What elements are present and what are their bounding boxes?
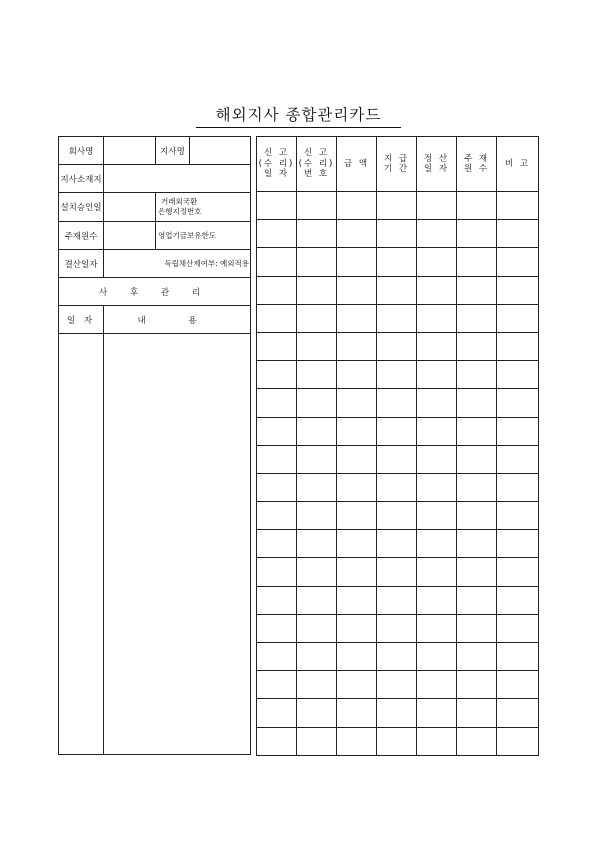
column-header-5-line-1: 원 수 (463, 164, 490, 174)
table-cell (297, 727, 337, 755)
table-cell (417, 417, 457, 445)
table-row (257, 220, 539, 248)
table-cell (257, 445, 297, 473)
table-cell (377, 276, 417, 304)
table-cell (417, 445, 457, 473)
table-row (257, 332, 539, 360)
table-cell (297, 276, 337, 304)
table-cell (457, 473, 497, 501)
table-cell (457, 389, 497, 417)
table-cell (457, 248, 497, 276)
table-cell (417, 192, 457, 220)
table-cell (297, 445, 337, 473)
table-cell (337, 530, 377, 558)
table-row (257, 558, 539, 586)
column-header-5 (457, 137, 497, 192)
table-cell (417, 558, 457, 586)
fund-limit-label: 영업기금보유한도 (156, 222, 251, 250)
table-cell (257, 699, 297, 727)
table-cell (457, 361, 497, 389)
fx-bank-label-line2: 은행지정번호 (158, 207, 202, 216)
table-cell (497, 727, 539, 755)
table-cell (417, 502, 457, 530)
table-row (257, 614, 539, 642)
table-cell (457, 727, 497, 755)
table-cell (257, 558, 297, 586)
table-cell (457, 192, 497, 220)
table-row (257, 727, 539, 755)
table-cell (417, 473, 457, 501)
table-cell (497, 248, 539, 276)
table-cell (457, 614, 497, 642)
table-cell (297, 699, 337, 727)
table-cell (497, 699, 539, 727)
table-cell (497, 332, 539, 360)
table-cell (297, 671, 337, 699)
table-cell (417, 332, 457, 360)
table-cell (297, 473, 337, 501)
table-cell (457, 332, 497, 360)
table-cell (257, 361, 297, 389)
table-cell (297, 586, 337, 614)
column-header-3-line-0: 지 급 (383, 153, 410, 164)
table-cell (257, 304, 297, 332)
table-cell (377, 558, 417, 586)
table-cell (417, 586, 457, 614)
table-row (257, 473, 539, 501)
table-cell (337, 586, 377, 614)
table-cell (297, 558, 337, 586)
staff-count-cell (104, 222, 156, 250)
approval-date-label: 설치승인일 (59, 193, 104, 222)
table-cell (377, 530, 417, 558)
table-cell (377, 192, 417, 220)
table-cell (377, 699, 417, 727)
table-cell (257, 192, 297, 220)
table-cell (337, 248, 377, 276)
table-cell (497, 445, 539, 473)
table-cell (337, 502, 377, 530)
branch-info-table (58, 136, 251, 755)
approval-date-cell (104, 193, 156, 222)
table-cell (377, 417, 417, 445)
column-header-0-line-1: (수 리) (258, 158, 295, 169)
fx-bank-label-line1: 거래외국환 (161, 197, 198, 206)
column-header-0-line-2: 일 자 (263, 169, 290, 180)
table-cell (497, 586, 539, 614)
table-cell (297, 304, 337, 332)
table-cell (377, 671, 417, 699)
table-cell (457, 417, 497, 445)
table-cell (497, 220, 539, 248)
form-title: 해외지사 종합관리카드 (196, 103, 401, 128)
table-cell (457, 304, 497, 332)
table-cell (497, 361, 539, 389)
table-cell (257, 332, 297, 360)
table-cell (297, 220, 337, 248)
content-column-body (104, 334, 251, 755)
table-cell (337, 558, 377, 586)
table-cell (457, 558, 497, 586)
date-column-header: 일 자 (59, 306, 104, 334)
company-name-label: 회사명 (59, 137, 104, 165)
table-cell (377, 614, 417, 642)
branch-name-cell (190, 137, 251, 165)
table-cell (377, 445, 417, 473)
column-header-6 (497, 137, 539, 192)
followup-header: 사 후 관 리 (59, 278, 251, 306)
table-cell (297, 332, 337, 360)
table-cell (377, 361, 417, 389)
table-cell (417, 699, 457, 727)
table-cell (377, 727, 417, 755)
table-cell (337, 614, 377, 642)
column-header-3-line-1: 기 간 (383, 164, 410, 174)
table-row (257, 304, 539, 332)
date-column-body (59, 334, 104, 755)
table-cell (337, 220, 377, 248)
table-cell (257, 643, 297, 671)
table-cell (257, 586, 297, 614)
table-cell (377, 220, 417, 248)
table-cell (377, 304, 417, 332)
table-cell (497, 643, 539, 671)
table-row (257, 530, 539, 558)
table-cell (457, 220, 497, 248)
table-cell (457, 502, 497, 530)
table-cell (417, 248, 457, 276)
table-row (257, 445, 539, 473)
column-header-0-line-0: 신 고 (263, 148, 290, 159)
table-row (257, 417, 539, 445)
column-header-1-line-2: 번 호 (303, 169, 330, 180)
table-cell (417, 530, 457, 558)
table-cell (337, 276, 377, 304)
table-cell (417, 361, 457, 389)
table-cell (457, 586, 497, 614)
table-row (257, 192, 539, 220)
table-cell (457, 643, 497, 671)
table-cell (297, 614, 337, 642)
closing-date-label: 결산일자 (59, 250, 104, 278)
table-cell (257, 727, 297, 755)
table-cell (497, 671, 539, 699)
table-cell (297, 248, 337, 276)
table-row (257, 389, 539, 417)
branch-address-label: 지사소재지 (59, 165, 104, 193)
column-header-2 (337, 137, 377, 192)
table-cell (337, 671, 377, 699)
table-cell (377, 502, 417, 530)
table-cell (257, 276, 297, 304)
table-cell (497, 530, 539, 558)
company-name-cell (104, 137, 156, 165)
table-cell (417, 389, 457, 417)
table-cell (337, 304, 377, 332)
table-row (257, 276, 539, 304)
table-cell (257, 530, 297, 558)
table-cell (377, 473, 417, 501)
column-header-2-line-0: 금 액 (343, 158, 370, 169)
table-cell (257, 220, 297, 248)
column-header-1-line-0: 신 고 (303, 148, 330, 159)
table-cell (297, 192, 337, 220)
table-cell (377, 332, 417, 360)
table-cell (257, 614, 297, 642)
report-record-table (256, 136, 539, 756)
table-cell (297, 502, 337, 530)
table-cell (457, 699, 497, 727)
table-cell (497, 304, 539, 332)
column-header-1-line-1: (수 리) (298, 158, 335, 169)
table-cell (337, 332, 377, 360)
content-column-header: 내 용 (104, 306, 251, 334)
table-cell (297, 389, 337, 417)
table-cell (337, 417, 377, 445)
table-cell (297, 643, 337, 671)
table-cell (497, 473, 539, 501)
table-row (257, 671, 539, 699)
table-cell (417, 727, 457, 755)
branch-name-label: 지사명 (156, 137, 190, 165)
table-cell (297, 417, 337, 445)
table-cell (337, 445, 377, 473)
table-cell (377, 643, 417, 671)
table-cell (297, 530, 337, 558)
fx-bank-label (156, 193, 251, 222)
table-cell (257, 389, 297, 417)
table-cell (257, 248, 297, 276)
table-row (257, 643, 539, 671)
column-header-1 (297, 137, 337, 192)
table-cell (257, 502, 297, 530)
independent-accounting-label: 독립채산제여부: 예외적용 (104, 250, 251, 278)
table-cell (497, 558, 539, 586)
staff-count-label: 주재원수 (59, 222, 104, 250)
table-cell (337, 361, 377, 389)
table-cell (457, 276, 497, 304)
table-cell (337, 389, 377, 417)
table-row (257, 248, 539, 276)
table-cell (497, 502, 539, 530)
table-cell (457, 671, 497, 699)
table-row (257, 586, 539, 614)
table-cell (497, 192, 539, 220)
column-header-5-line-0: 주 재 (463, 153, 490, 164)
table-cell (417, 304, 457, 332)
table-cell (337, 727, 377, 755)
column-header-4-line-0: 정 산 (423, 153, 450, 164)
table-cell (417, 614, 457, 642)
column-header-0 (257, 137, 297, 192)
table-cell (497, 276, 539, 304)
table-cell (417, 276, 457, 304)
table-cell (337, 699, 377, 727)
table-row (257, 361, 539, 389)
table-row (257, 699, 539, 727)
table-cell (337, 473, 377, 501)
table-cell (257, 417, 297, 445)
table-cell (337, 192, 377, 220)
column-header-4 (417, 137, 457, 192)
branch-address-cell (104, 165, 251, 193)
table-cell (497, 417, 539, 445)
table-row (257, 502, 539, 530)
table-cell (457, 445, 497, 473)
table-cell (377, 248, 417, 276)
column-header-6-line-0: 비 고 (504, 158, 531, 169)
table-cell (337, 643, 377, 671)
table-cell (457, 530, 497, 558)
table-cell (497, 614, 539, 642)
table-cell (417, 220, 457, 248)
table-cell (377, 389, 417, 417)
table-cell (257, 473, 297, 501)
table-cell (417, 671, 457, 699)
table-cell (497, 389, 539, 417)
table-cell (417, 643, 457, 671)
column-header-4-line-1: 일 자 (423, 164, 450, 174)
header-row (257, 137, 539, 192)
table-cell (297, 361, 337, 389)
table-cell (377, 586, 417, 614)
table-cell (257, 671, 297, 699)
column-header-3 (377, 137, 417, 192)
